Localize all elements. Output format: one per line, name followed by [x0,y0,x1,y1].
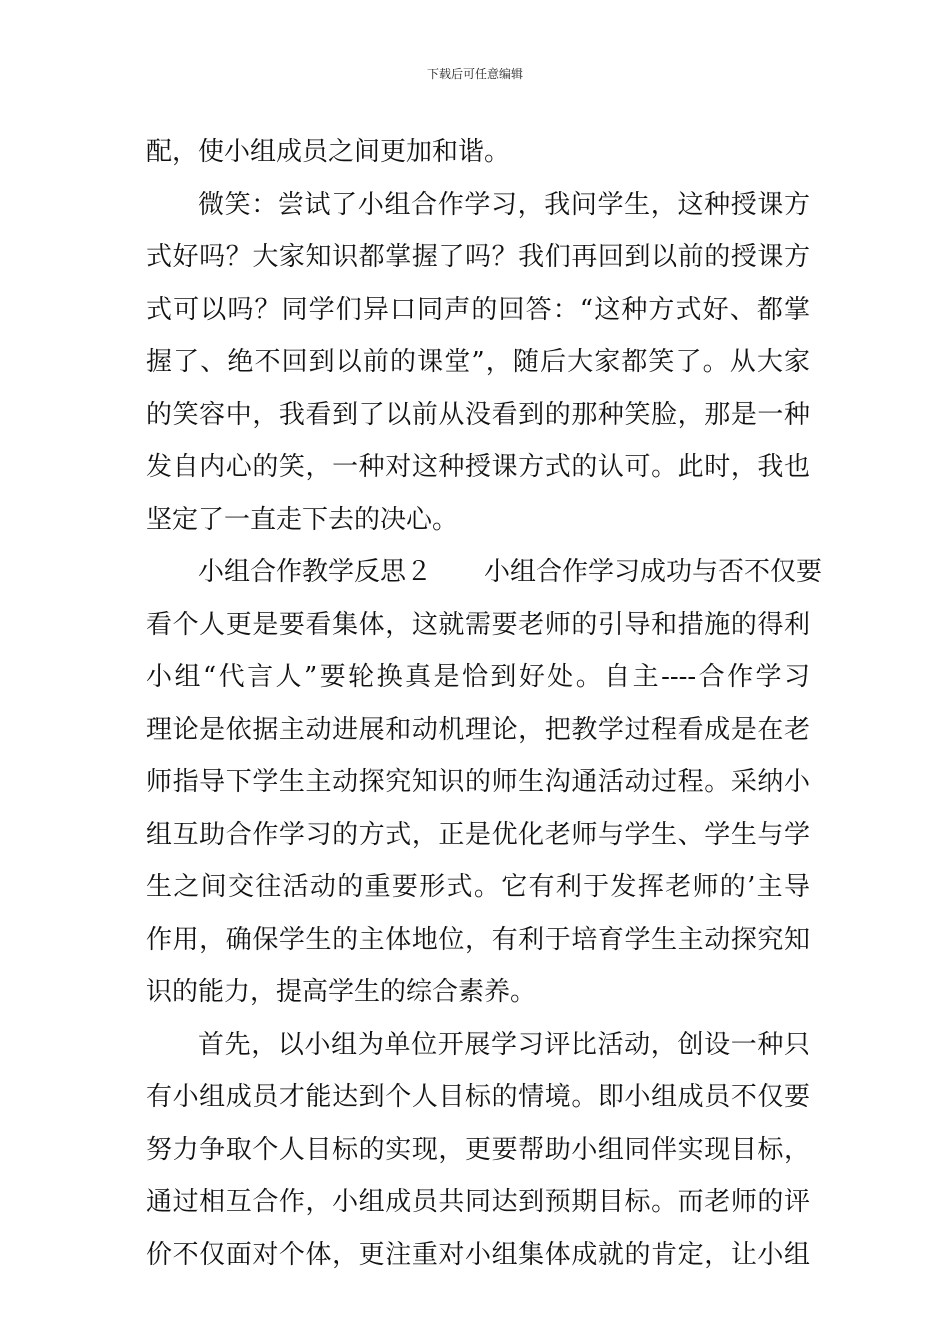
text-line: 看个人更是要看集体，这就需要老师的引导和措施的得利 [146,609,810,640]
text-line: 的笑容中，我看到了以前从没看到的那种笑脸，那是一种 [146,399,810,430]
text-line: 识的能力，提高学生的综合素养。 [146,977,537,1007]
text-line: 理论是依据主动进展和动机理论，把教学过程看成是在老 [146,714,810,745]
text-line: 式好吗？大家知识都掌握了吗？我们再回到以前的授课方 [146,242,810,272]
text-line: 小组“代言人”要轮换真是恰到好处。自主----合作学习 [146,662,810,692]
text-line: 式可以吗？同学们异口同声的回答：“这种方式好、都掌 [146,294,810,325]
page-header: 下载后可任意编辑 [426,67,523,81]
text-line: 师指导下学生主动探究知识的师生沟通活动过程。采纳小 [146,767,810,797]
text-line: 通过相互合作，小组成员共同达到预期目标。而老师的评 [146,1187,810,1217]
text-line: 发自内心的笑，一种对这种授课方式的认可。此时，我也 [146,452,810,482]
text-line: 作用，确保学生的主体地位，有利于培育学生主动探究知 [146,924,810,955]
text-line: 小组合作教学反思２ 小组合作学习成功与否不仅要 [198,557,823,587]
text-line: 努力争取个人目标的实现，更要帮助小组同伴实现目标， [146,1134,810,1165]
text-line: 握了、绝不回到以前的课堂”，随后大家都笑了。从大家 [146,347,810,377]
document-body [146,126,823,1281]
text-line: 微笑：尝试了小组合作学习，我问学生，这种授课方 [198,189,810,220]
text-line: 坚定了一直走下去的决心。 [146,504,459,535]
text-line: 有小组成员才能达到个人目标的情境。即小组成员不仅要 [146,1082,810,1112]
text-line: 价不仅面对个体，更注重对小组集体成就的肯定，让小组 [146,1239,810,1270]
text-line: 生之间交往活动的重要形式。它有利于发挥老师的’主导 [146,872,810,902]
text-line: 配，使小组成员之间更加和谐。 [146,137,511,167]
text-line: 组互助合作学习的方式，正是优化老师与学生、学生与学 [146,819,810,850]
text-line: 首先，以小组为单位开展学习评比活动，创设一种只 [198,1029,810,1060]
